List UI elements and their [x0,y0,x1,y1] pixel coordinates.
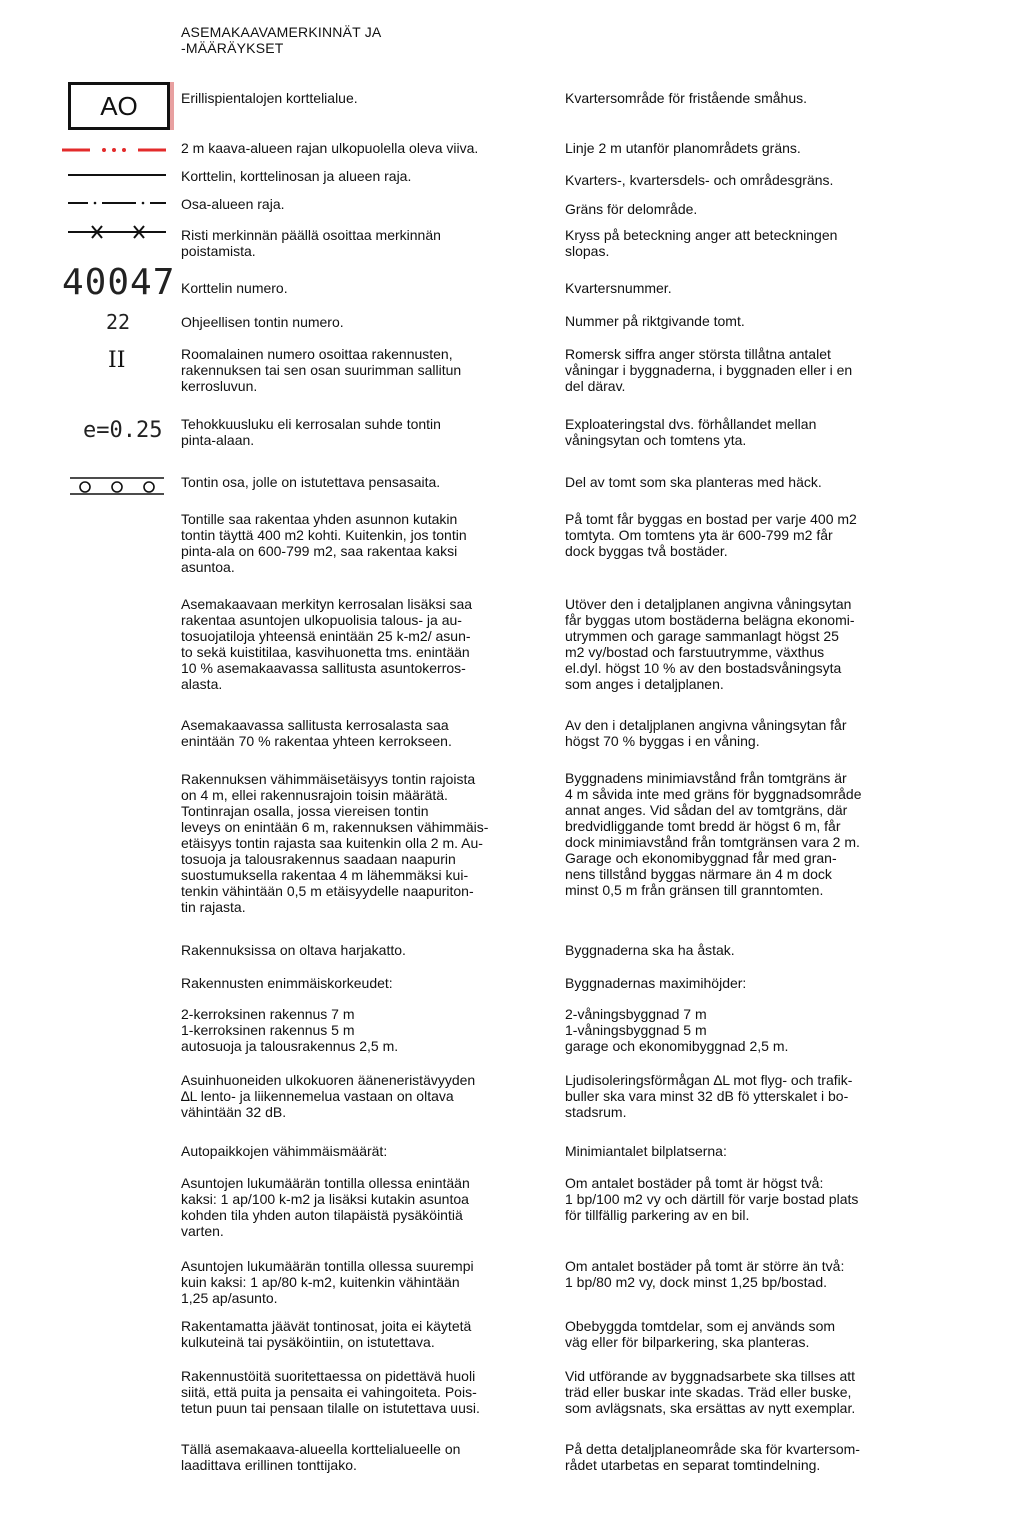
row-3-fi: Osa-alueen raja. [181,196,285,212]
row-21-sv: Obebyggda tomtdelar, som ej används som väg eller för bilparkering, ska planteras. [565,1318,836,1350]
row-9-fi: Tontin osa, jolle on istutettava pensasaita. [181,474,441,490]
row-2-fi: Korttelin, korttelinosan ja alueen raja. [181,168,412,184]
block-number-symbol: 40047 [62,262,176,303]
row-8-fi: Tehokkuusluku eli kerrosalan suhde tontin pinta-alaan. [181,416,441,448]
row-12-fi: Asemakaavassa sallitusta kerrosalasta saa enintään 70 % rakentaa yhteen kerrokseen. [181,717,452,749]
roman-numeral-symbol: II [108,348,126,373]
row-21-fi: Rakentamatta jäävät tontinosat, joita ei käytetä kulkuteinä tai pysäköintiin, on istutettava. [181,1318,472,1350]
row-14-sv: Byggnaderna ska ha åstak. [565,942,735,958]
row-15-sv: Byggnadernas maximihöjder: [565,975,747,991]
row-11-fi: Asemakaavaan merkityn kerrosalan lisäksi saa rakentaa asuntojen ulkopuolisia talous- ja au- tosuojatiloja yhteensä enintään 25 k-m2/ asun- to sekä kuistitilaa, kasvihuonetta tms. enintään 10 % asemakaavassa sallitusta asuntokerros- alasta. [181,596,473,692]
row-22-fi: Rakennustöitä suoritettaessa on pidettävä huoli siitä, että puita ja pensaita ei vahingoiteta. Pois- tetun puun tai pensaan tilalle on istutettava uusi. [181,1368,480,1416]
row-17-fi: Asuinhuoneiden ulkokuoren ääneneristävyyden ∆L lento- ja liikennemelua vastaan on oltava vähintään 32 dB. [181,1072,476,1120]
row-17-sv: Ljudisoleringsförmågan ∆L mot flyg- och trafik- buller ska vara minst 32 dB fö ytterskalet i bo- stadsrum. [565,1072,853,1120]
row-18-sv: Minimiantalet bilplatserna: [565,1143,727,1159]
row-5-sv: Kvartersnummer. [565,280,672,296]
page-title: ASEMAKAAVAMERKINNÄT JA -MÄÄRÄYKSET [181,24,382,56]
row-3-sv: Gräns för delområde. [565,201,698,217]
cross-line-icon [60,223,170,241]
row-11-sv: Utöver den i detaljplanen angivna våningsytan får byggas utom bostäderna belägna ekonomi- utrymmen och garage sammanlagt högst 25 m2 vy/bostad och farstuutrymme, växthus el.dyl. högst 10 % av den bostadsvåningsyta som anges i detaljplanen. [565,596,855,692]
area-code-label: AO [100,91,138,121]
plot-number-symbol: 22 [106,310,131,334]
dash-dot-line-icon [60,196,170,210]
row-13-sv: Byggnadens minimiavstånd från tomtgräns är 4 m såvida inte med gräns för byggnadsområde annat anges. Vid sådan del av tomtgräns, där bredvidliggande tomt bredd är högst 6 m, får dock minimiavstånd från tomtgränsen vara 2 m. Garage och ekonomibyggnad får med gran- nens tillstånd byggas närmare än 4 m dock minst 0,5 m från gränsen till granntomten. [565,770,862,898]
row-18-fi: Autopaikkojen vähimmäismäärät: [181,1143,388,1159]
row-7-sv: Romersk siffra anger största tillåtna antalet våningar i byggnaderna, i byggnaden eller i en del därav. [565,346,853,394]
row-16-fi: 2-kerroksinen rakennus 7 m 1-kerroksinen rakennus 5 m autosuoja ja talousrakennus 2,5 m. [181,1006,399,1054]
row-0-fi: Erillispientalojen korttelialue. [181,90,358,106]
row-19-fi: Asuntojen lukumäärän tontilla ollessa enintään kaksi: 1 ap/100 k-m2 ja lisäksi kutakin asuntoa kohden tila yhden auton tilapäistä pysäköintiä varten. [181,1175,470,1239]
row-14-fi: Rakennuksissa on oltava harjakatto. [181,942,406,958]
row-2-sv: Kvarters-, kvartersdels- och områdesgräns. [565,172,834,188]
row-1-fi: 2 m kaava-alueen rajan ulkopuolella oleva viiva. [181,140,479,156]
row-12-sv: Av den i detaljplanen angivna våningsytan får högst 70 % byggas i en våning. [565,717,847,749]
row-23-sv: På detta detaljplaneområde ska för kvartersom- rådet utarbetas en separat tomtindelning. [565,1441,860,1473]
row-1-sv: Linje 2 m utanför planområdets gräns. [565,140,801,156]
hedge-symbol-icon [68,474,168,500]
efficiency-symbol: e=0.25 [83,418,163,443]
row-16-sv: 2-våningsbyggnad 7 m 1-våningsbyggnad 5 m garage och ekonomibyggnad 2,5 m. [565,1006,789,1054]
row-6-fi: Ohjeellisen tontin numero. [181,314,344,330]
row-9-sv: Del av tomt som ska planteras med häck. [565,474,822,490]
dashed-red-line-icon [60,143,170,157]
row-5-fi: Korttelin numero. [181,280,288,296]
row-8-sv: Exploateringstal dvs. förhållandet mellan våningsytan och tomtens yta. [565,416,817,448]
solid-line-icon [60,168,170,182]
row-0-sv: Kvartersområde för fristående småhus. [565,90,807,106]
row-6-sv: Nummer på riktgivande tomt. [565,313,745,329]
row-7-fi: Roomalainen numero osoittaa rakennusten, rakennuksen tai sen osan suurimman sallitun kerrosluvun. [181,346,462,394]
row-13-fi: Rakennuksen vähimmäisetäisyys tontin rajoista on 4 m, ellei rakennusrajoin toisin määrätä. Tontinrajan osalla, jossa viereisen tontin leveys on enintään 6 m, rakennuksen vähimmäis- etäisyys tontin rajasta saa kuitenkin olla 2 m. Au- tosuoja ja talousrakennus saadaan naapurin suostumuksella rakentaa 4 m lähemmäksi kui- tenkin vähintään 0,5 m etäisyydelle naapuriton- tin rajasta. [181,771,489,915]
row-20-sv: Om antalet bostäder på tomt är större än två: 1 bp/80 m2 vy, dock minst 1,25 bp/bostad. [565,1258,845,1290]
row-20-fi: Asuntojen lukumäärän tontilla ollessa suurempi kuin kaksi: 1 ap/80 k-m2, kuitenkin vähintään 1,25 ap/asunto. [181,1258,474,1306]
row-4-sv: Kryss på beteckning anger att beteckningen slopas. [565,227,838,259]
row-10-fi: Tontille saa rakentaa yhden asunnon kutakin tontin täyttä 400 m2 kohti. Kuitenkin, jos tontin pinta-ala on 600-799 m2, saa rakentaa kaksi asuntoa. [181,511,467,575]
row-10-sv: På tomt får byggas en bostad per varje 400 m2 tomtyta. Om tomtens yta är 600-799 m2 får dock byggas två bostäder. [565,511,857,559]
row-15-fi: Rakennusten enimmäiskorkeudet: [181,975,393,991]
row-19-sv: Om antalet bostäder på tomt är högst två: 1 bp/100 m2 vy och därtill för varje bostad plats för tillfällig parkering av en bil. [565,1175,859,1223]
row-4-fi: Risti merkinnän päällä osoittaa merkinnän poistamista. [181,227,441,259]
row-23-fi: Tällä asemakaava-alueella korttelialueelle on laadittava erillinen tonttijako. [181,1441,461,1473]
area-code-box [68,82,170,130]
row-22-sv: Vid utförande av byggnadsarbete ska tillses att träd eller buskar inte skadas. Träd eller buske, som avlägsnats, ska ersättas av nytt exemplar. [565,1368,856,1416]
